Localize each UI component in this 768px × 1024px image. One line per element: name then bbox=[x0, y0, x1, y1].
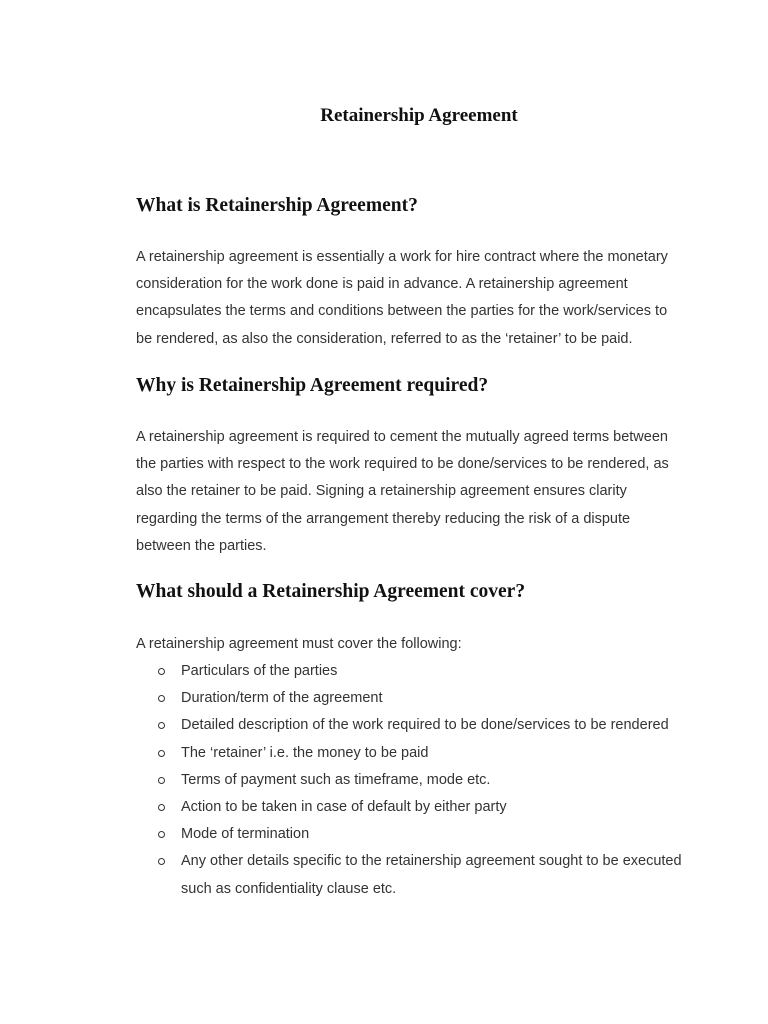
hollow-circle-bullet-icon bbox=[158, 750, 165, 757]
list-item bbox=[136, 685, 716, 712]
list-item bbox=[136, 821, 716, 848]
paragraph-line: the parties with respect to the work required to be done/services to be rendered, as bbox=[136, 456, 669, 473]
list-item-text: The ‘retainer’ i.e. the money to be paid bbox=[181, 744, 429, 761]
paragraph-line: A retainership agreement must cover the following: bbox=[136, 636, 462, 652]
coverage-list bbox=[136, 658, 716, 903]
list-item bbox=[136, 848, 716, 902]
list-item-text: such as confidentiality clause etc. bbox=[181, 880, 397, 897]
list-item-text: Any other details specific to the retainership agreement sought to be executed bbox=[181, 853, 682, 870]
list-item bbox=[136, 712, 716, 739]
hollow-circle-bullet-icon bbox=[158, 804, 165, 811]
list-item-text: Duration/term of the agreement bbox=[181, 690, 383, 707]
list-item-text: Action to be taken in case of default by either party bbox=[181, 799, 507, 816]
list-item-text: Mode of termination bbox=[181, 826, 310, 843]
paragraph-line: A retainership agreement is required to cement the mutually agreed terms between bbox=[136, 429, 668, 445]
hollow-circle-bullet-icon bbox=[158, 831, 165, 838]
section-paragraph-what-is bbox=[136, 244, 716, 353]
hollow-circle-bullet-icon bbox=[158, 777, 165, 784]
section-heading-why-required: Why is Retainership Agreement required? bbox=[136, 375, 489, 396]
paragraph-line: be rendered, as also the consideration, referred to as the ‘retainer’ to be paid. bbox=[136, 330, 633, 347]
paragraph-line: also the retainer to be paid. Signing a retainership agreement ensures clarity bbox=[136, 483, 627, 500]
section-heading-what-is: What is Retainership Agreement? bbox=[136, 195, 418, 216]
hollow-circle-bullet-icon bbox=[158, 858, 165, 865]
list-item bbox=[136, 740, 716, 767]
paragraph-line: A retainership agreement is essentially a work for hire contract where the monetary bbox=[136, 249, 668, 265]
section-paragraph-why-required bbox=[136, 424, 716, 560]
list-item bbox=[136, 767, 716, 794]
hollow-circle-bullet-icon bbox=[158, 668, 165, 675]
paragraph-line: consideration for the work done is paid in advance. A retainership agreement bbox=[136, 276, 628, 293]
list-item-text: Detailed description of the work required to be done/services to be rendered bbox=[181, 717, 669, 734]
section-intro-what-cover bbox=[136, 631, 716, 658]
paragraph-line: encapsulates the terms and conditions between the parties for the work/services to bbox=[136, 303, 668, 320]
hollow-circle-bullet-icon bbox=[158, 722, 165, 729]
list-item-text: Terms of payment such as timeframe, mode etc. bbox=[181, 771, 491, 788]
document-title: Retainership Agreement bbox=[320, 105, 518, 126]
hollow-circle-bullet-icon bbox=[158, 695, 165, 702]
paragraph-line: between the parties. bbox=[136, 537, 267, 554]
list-item bbox=[136, 658, 716, 685]
list-item-text: Particulars of the parties bbox=[181, 663, 338, 679]
paragraph-line: regarding the terms of the arrangement thereby reducing the risk of a dispute bbox=[136, 510, 631, 527]
list-item bbox=[136, 794, 716, 821]
section-heading-what-cover: What should a Retainership Agreement cover? bbox=[136, 581, 526, 602]
